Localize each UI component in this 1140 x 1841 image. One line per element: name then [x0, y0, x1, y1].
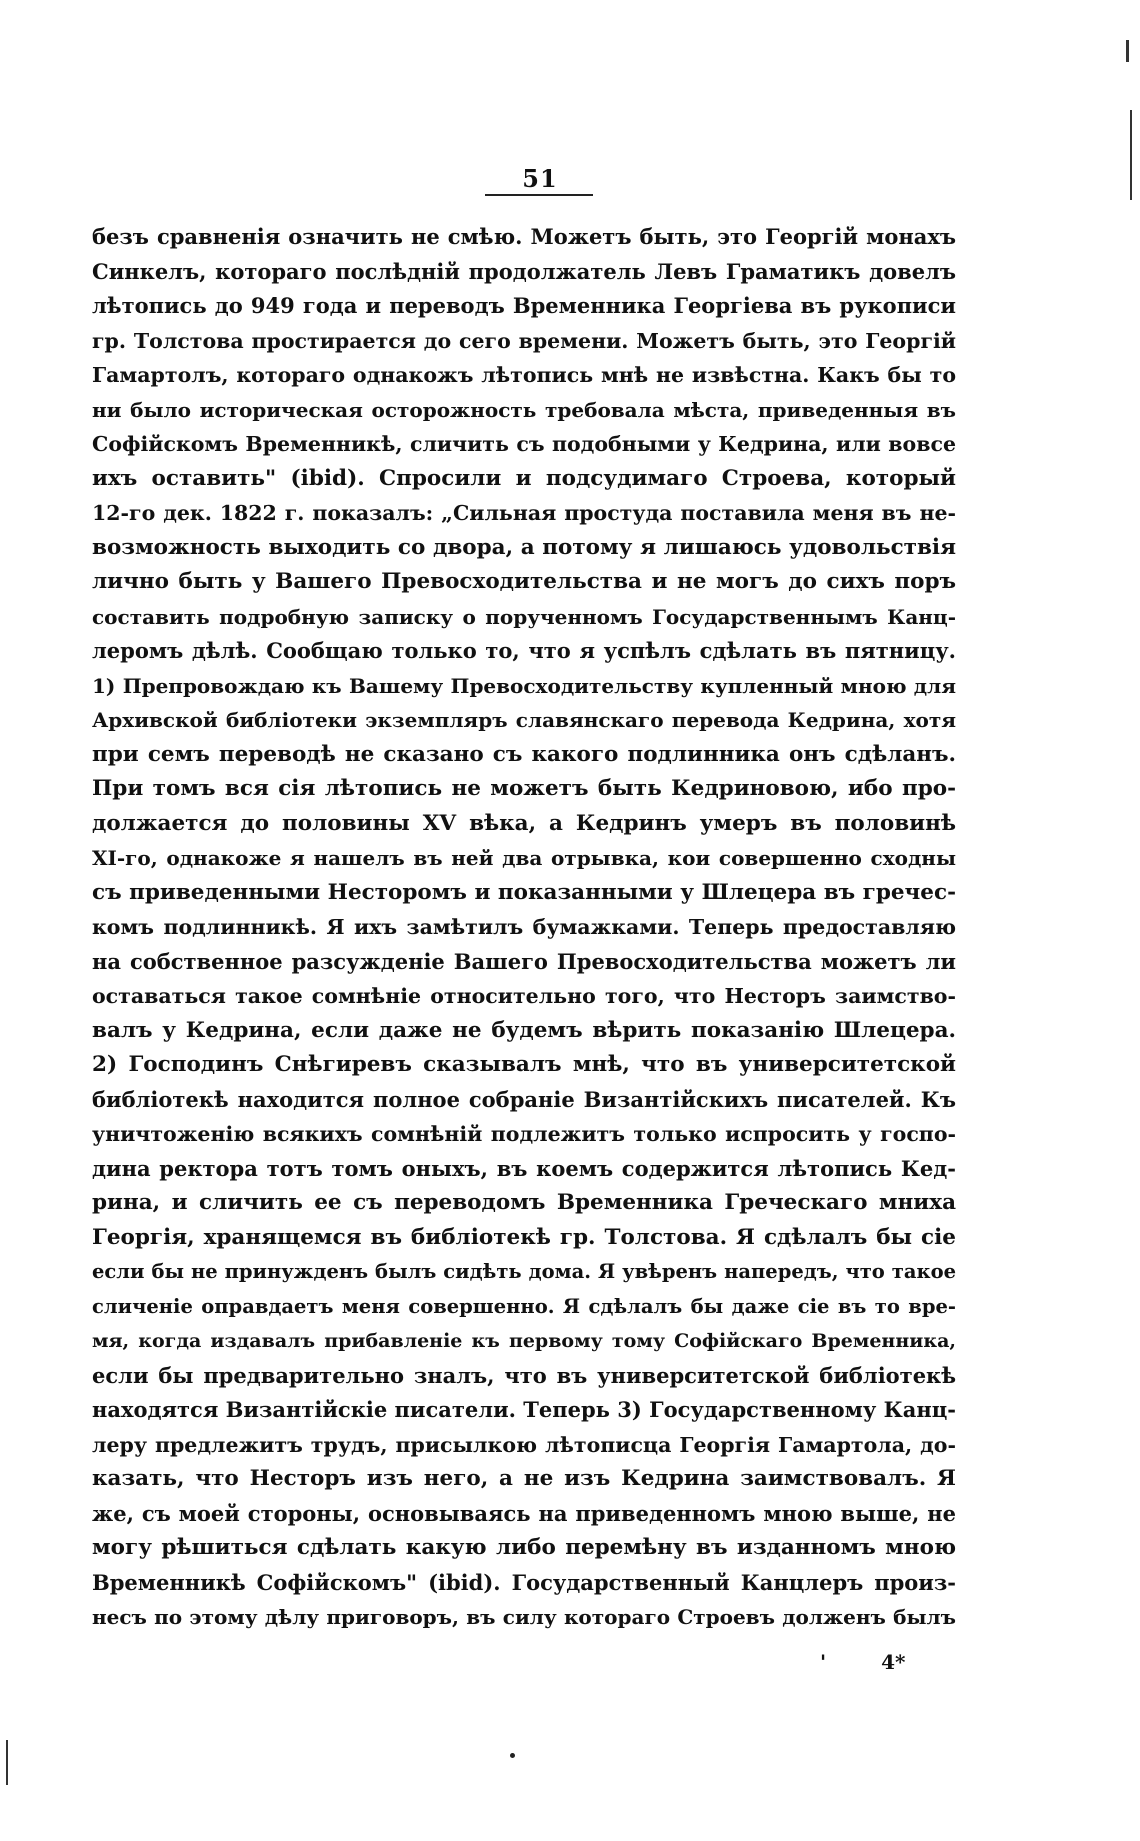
text-line: Синкелъ, котораго послѣдній продолжатель Левъ Граматикъ довелъ	[92, 258, 956, 284]
text-line: находятся Византійскіе писатели. Теперь 3) Государственному Канц-	[92, 1397, 956, 1422]
text-line: 1) Препровождаю къ Вашему Превосходительству купленный мною для	[92, 673, 956, 698]
text-line: уничтоженію всякихъ сомнѣній подлежитъ только испросить у госпо-	[92, 1122, 956, 1146]
text-line: сличеніе оправдаетъ меня совершенно. Я сдѣлалъ бы даже сіе въ то вре-	[92, 1294, 956, 1318]
text-line: если бы предварительно зналъ, что въ университетской библіотекѣ	[92, 1362, 956, 1388]
text-line: казать, что Несторъ изъ него, а не изъ Кедрина заимствовалъ. Я	[92, 1466, 956, 1491]
text-line: возможность выходить со двора, а потому я лишаюсь удовольствія	[92, 534, 956, 560]
text-line: Георгія, хранящемся въ библіотекѣ гр. Толстова. Я сдѣлалъ бы сіе	[92, 1224, 956, 1250]
text-line: гр. Толстова простирается до сего времени. Можетъ быть, это Георгій	[92, 328, 956, 353]
text-line: лѣтопись до 949 года и переводъ Временника Георгіева въ рукописи	[92, 293, 956, 318]
scan-edge-mark	[1126, 40, 1129, 62]
text-line: могу рѣшиться сдѣлать какую либо перемѣну въ изданномъ мною	[92, 1535, 956, 1560]
text-line: Софійскомъ Временникѣ, сличить съ подобными у Кедрина, или вовсе	[92, 432, 956, 456]
text-line: лично быть у Вашего Превосходительства и не могъ до сихъ поръ	[92, 569, 956, 594]
text-line: 2) Господинъ Снѣгиревъ сказывалъ мнѣ, что въ университетской	[92, 1052, 956, 1077]
scan-dot	[510, 1753, 515, 1758]
text-line: библіотекѣ находится полное собраніе Византійскихъ писателей. Къ	[92, 1086, 956, 1112]
text-line: мя, когда издавалъ прибавленіе къ первому тому Софійскаго Временника,	[92, 1330, 956, 1352]
signature-tick: '	[820, 1650, 827, 1674]
text-line: леромъ дѣлѣ. Сообщаю только то, что я успѣлъ сдѣлать въ пятницу.	[92, 638, 956, 663]
text-line: леру предлежитъ трудъ, присылкою лѣтописца Георгія Гамартола, до-	[92, 1432, 956, 1457]
printer-signature	[820, 1650, 905, 1674]
text-line: Временникѣ Софійскомъ" (ibid). Государственный Канцлеръ произ-	[92, 1569, 956, 1595]
text-line: комъ подлинникѣ. Я ихъ замѣтилъ бумажками. Теперь предоставляю	[92, 915, 956, 939]
scan-edge-mark	[1130, 110, 1132, 200]
text-line: ни было историческая осторожность требовала мѣста, приведенныя въ	[92, 397, 956, 422]
page-number-rule	[485, 194, 593, 196]
body-text	[92, 220, 956, 1635]
text-line: несъ по этому дѣлу приговоръ, въ силу котораго Строевъ долженъ былъ	[92, 1605, 956, 1629]
text-line: Гамартолъ, котораго однакожъ лѣтопись мнѣ не извѣстна. Какъ бы то	[92, 363, 956, 387]
text-line: валъ у Кедрина, если даже не будемъ вѣрить показанію Шлецера.	[92, 1017, 956, 1043]
text-line: на собственное разсужденіе Вашего Превосходительства можетъ ли	[92, 948, 956, 974]
text-line: при семъ переводѣ не сказано съ какого подлинника онъ сдѣланъ.	[92, 741, 956, 767]
text-line: При томъ вся сія лѣтопись не можетъ быть Кедриновою, ибо про-	[92, 776, 956, 801]
scan-edge-mark	[6, 1740, 8, 1785]
text-line: съ приведенными Несторомъ и показанными у Шлецера въ гречес-	[92, 879, 956, 905]
text-line: Архивской библіотеки экземпляръ славянскаго перевода Кедрина, хотя	[92, 708, 956, 732]
text-line: XI-го, однакоже я нашелъ въ ней два отрывка, кои совершенно сходны	[92, 846, 956, 870]
signature-number: 4*	[881, 1650, 906, 1674]
text-line: составить подробную записку о порученномъ Государственнымъ Канц-	[92, 604, 956, 629]
text-line: 12-го дек. 1822 г. показалъ: „Сильная простуда поставила меня въ не-	[92, 501, 956, 525]
text-line: ихъ оставить" (ibid). Спросили и подсудимаго Строева, который	[92, 465, 956, 491]
text-line: дина ректора тотъ томъ оныхъ, въ коемъ содержится лѣтопись Кед-	[92, 1155, 956, 1181]
page-number: 51	[522, 164, 558, 193]
text-line: же, съ моей стороны, основываясь на приведенномъ мною выше, не	[92, 1500, 956, 1526]
text-line: оставаться такое сомнѣніе относительно того, что Несторъ заимство-	[92, 984, 956, 1008]
text-line: если бы не принужденъ былъ сидѣть дома. Я увѣренъ напередъ, что такое	[92, 1260, 956, 1283]
text-line: рина, и сличить ее съ переводомъ Временника Греческаго мниха	[92, 1190, 956, 1215]
text-line: безъ сравненія означить не смѣю. Можетъ быть, это Георгій монахъ	[92, 224, 956, 249]
text-line: должается до половины XV вѣка, а Кедринъ умеръ въ половинѣ	[92, 810, 956, 836]
